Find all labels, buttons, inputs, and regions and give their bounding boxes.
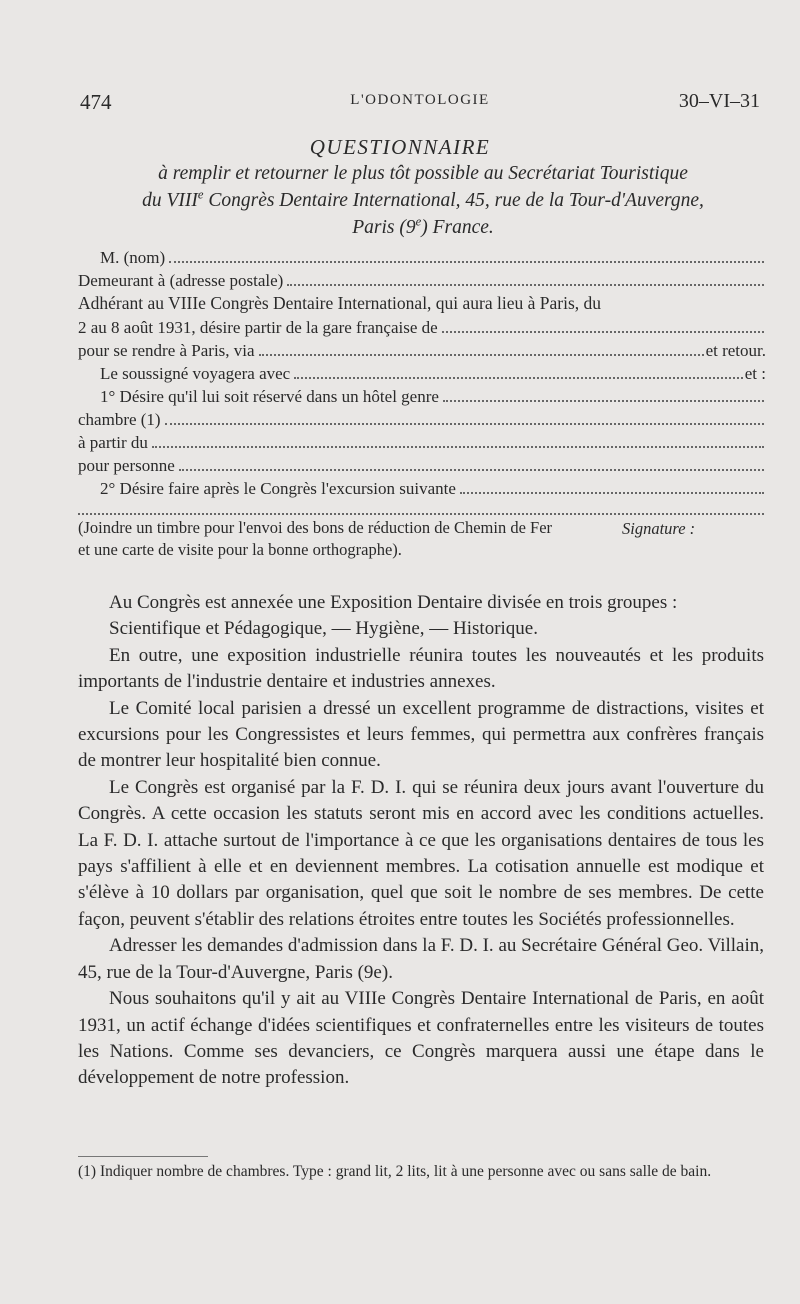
paragraph-7: Nous souhaitons qu'il y ait au VIIIe Congrès Dentaire International de Paris, en août 1931, un actif échange d'idées scientifiques et confraternelles entre les visiteurs de toutes les Nations. Comme ses devanciers, ce Congrès marquera aussi une étape dans le développement de notre profession. <box>78 988 764 1089</box>
hotel-label: 1° Désire qu'il lui soit réservé dans un hôtel genre <box>100 387 439 406</box>
signature-label: Signature : <box>622 519 696 538</box>
paragraph-2: Scientifique et Pédagogique, — Hygiène, — Historique. <box>109 618 538 640</box>
paragraph-6: Adresser les demandes d'admission dans la F. D. I. au Secrétaire Général Geo. Villain, 45, rue de la Tour-d'Auvergne, Paris (9e). <box>78 935 764 983</box>
excursion-field-cont[interactable] <box>78 513 764 515</box>
form-row-via[interactable] <box>78 339 766 361</box>
form-row-chambre[interactable] <box>78 408 766 430</box>
paragraph-1: Au Congrès est annexée une Exposition Dentaire divisée en trois groupes : <box>109 592 678 613</box>
nom-field[interactable] <box>169 261 764 263</box>
excursion-field[interactable] <box>460 492 764 494</box>
adherant-text: Adhérant au VIIIe Congrès Dentaire International, qui aura lieu à Paris, du <box>78 293 602 313</box>
page-number: 474 <box>80 90 112 114</box>
partir-field[interactable] <box>152 446 764 448</box>
body-text <box>78 590 764 1092</box>
footnote-rule <box>78 1156 208 1157</box>
form-row-soussigne[interactable] <box>78 362 766 384</box>
running-head <box>80 90 760 120</box>
adresse-label: Demeurant à (adresse postale) <box>78 271 284 290</box>
paragraph-4: Le Comité local parisien a dressé un excellent programme de distractions, visites et excursions pour les Congressistes et leurs femmes, qui permettra aux confrères français de montrer leur hospitalité bien connue. <box>78 697 764 772</box>
hotel-field[interactable] <box>443 400 764 402</box>
paragraph-3: En outre, une exposition industrielle réunira toutes les nouveautés et les produits importants de l'industrie dentaire et industries annexes. <box>78 644 764 693</box>
excursion-label: 2° Désire faire après le Congrès l'excursion suivante <box>100 479 456 498</box>
footnote: (1) Indiquer nombre de chambres. Type : grand lit, 2 lits, lit à une personne avec ou sans salle de bain. <box>78 1163 712 1180</box>
adresse-field[interactable] <box>287 284 764 286</box>
personne-field[interactable] <box>179 469 764 471</box>
form-row-hotel[interactable] <box>78 385 766 407</box>
gare-field[interactable] <box>442 331 764 333</box>
form-row-gare[interactable] <box>78 316 766 338</box>
subtitle-line-2: du VIIIe Congrès Dentaire International, 45, rue de la Tour-d'Auvergne, <box>142 187 704 211</box>
form-row-adresse[interactable] <box>78 269 766 291</box>
personne-label: pour personne <box>78 456 175 475</box>
chambre-label: chambre (1) <box>78 410 161 429</box>
via-label: pour se rendre à Paris, via <box>78 341 255 360</box>
form-row-nom[interactable] <box>78 246 766 268</box>
gare-label: 2 au 8 août 1931, désire partir de la gare française de <box>78 318 438 337</box>
stamp-note: (Joindre un timbre pour l'envoi des bons de réduction de Chemin de Fer et une carte de visite pour la bonne orthographe). <box>78 518 553 559</box>
soussigne-label: Le soussigné voyagera avec <box>100 364 291 383</box>
form-row-personne[interactable] <box>78 454 766 476</box>
questionnaire-title: QUESTIONNAIRE <box>309 135 491 159</box>
subtitle-line-3: Paris (9e) France. <box>352 214 494 238</box>
partir-label: à partir du <box>78 433 148 452</box>
subtitle-line-1: à remplir et retourner le plus tôt possible au Secrétariat Touristique <box>158 163 688 184</box>
via-tail: et retour. <box>705 341 766 360</box>
soussigne-field[interactable] <box>294 377 743 379</box>
journal-title: L'ODONTOLOGIE <box>350 92 490 108</box>
soussigne-tail: et : <box>744 364 766 383</box>
via-field[interactable] <box>259 354 704 356</box>
form-row-adherant <box>78 292 766 314</box>
form-row-partir[interactable] <box>78 431 766 453</box>
form-row-excursion[interactable] <box>78 477 766 499</box>
paragraph-5: Le Congrès est organisé par la F. D. I. qui se réunira deux jours avant l'ouverture du Congrès. A cette occasion les statuts seront mis en accord avec les conditions actuelles. La F. D. I. attache surtout de l'importance à ce que les organisations dentaires de tous les pays s'affilient à elle et en deviennent membres. La cotisation annuelle est modique et s'élève à 10 dollars par organisation, quel que soit le nombre de ses membres. De cette façon, peuvent s'établir des relations étroites entre toutes les Sociétés professionnelles. <box>78 776 764 930</box>
nom-label: M. (nom) <box>100 248 166 267</box>
issue-date: 30–VI–31 <box>678 90 760 112</box>
chambre-field[interactable] <box>165 423 764 425</box>
